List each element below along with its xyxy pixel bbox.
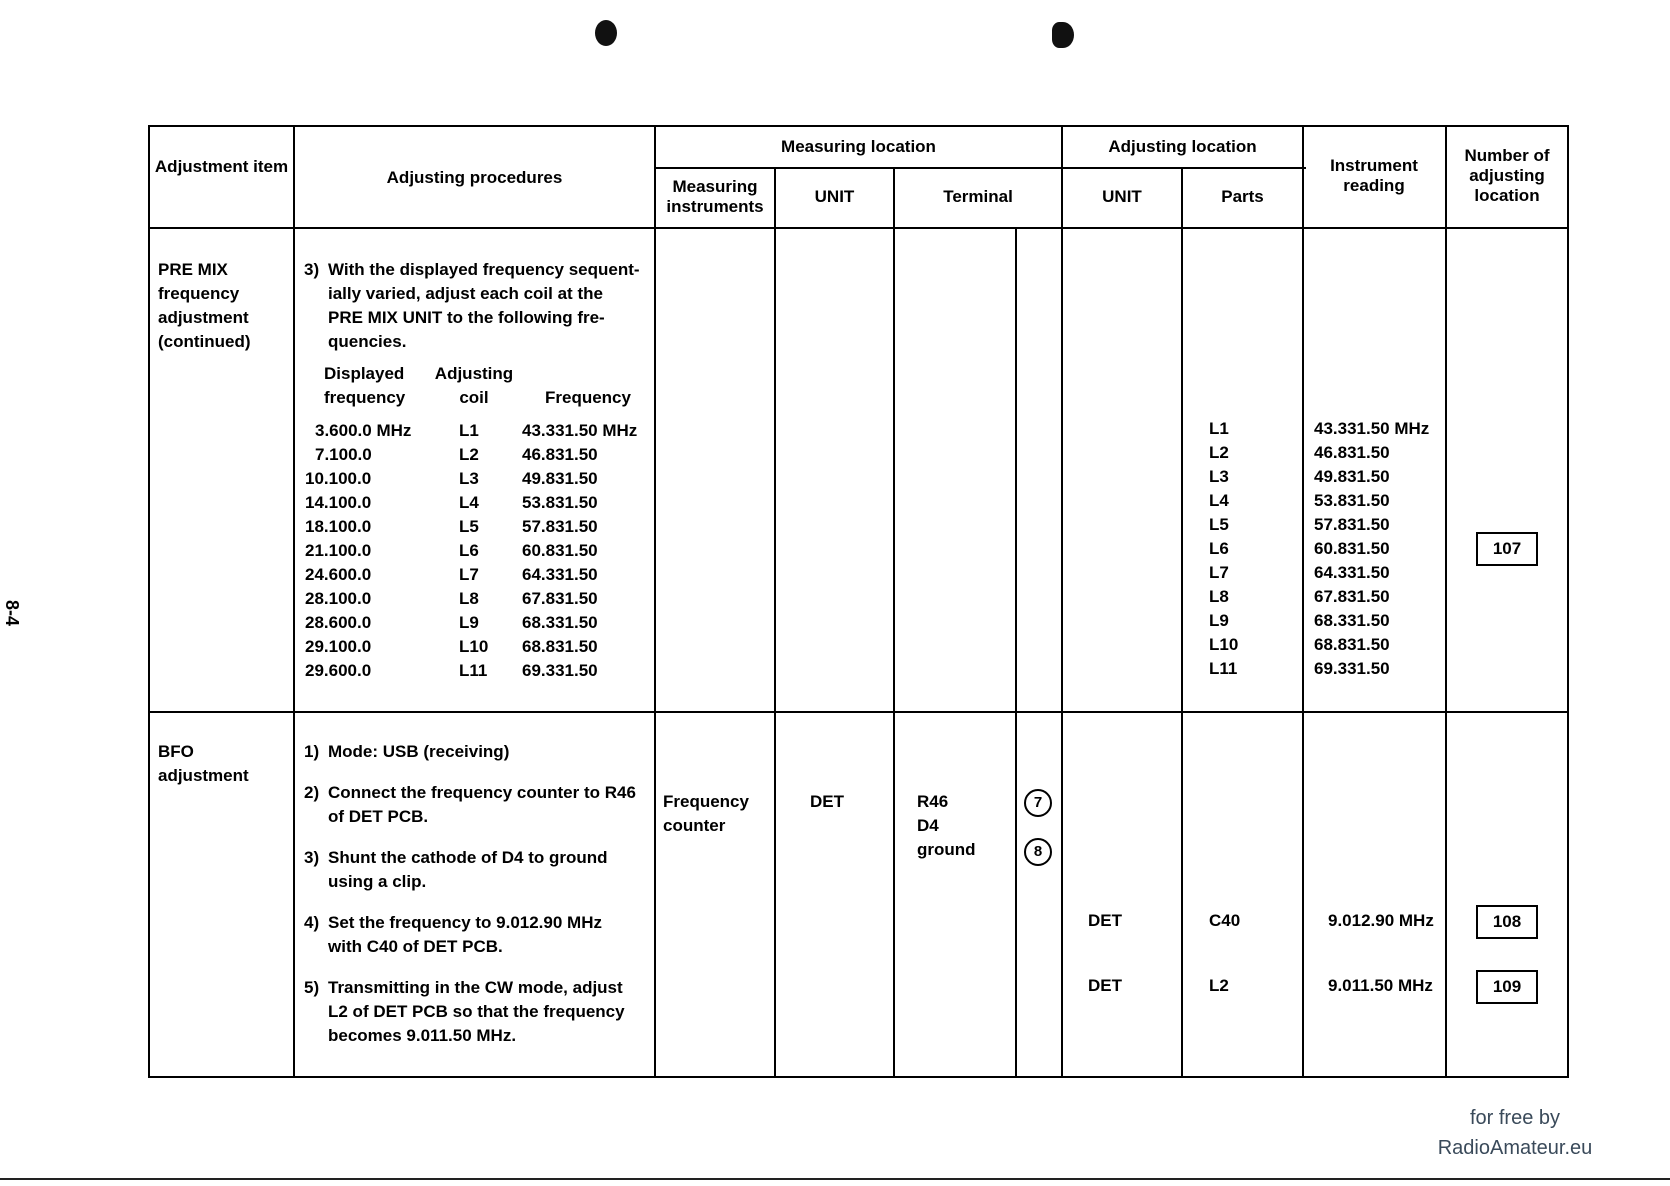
page-marker: 8-4 xyxy=(2,600,22,627)
part-value: L5 xyxy=(1209,515,1229,534)
frequency-value: 57.831.50 xyxy=(522,517,598,536)
part-value: L3 xyxy=(1209,467,1229,486)
bfo-adj-unit-1: DET xyxy=(1088,911,1122,930)
frequency-value: 64.331.50 xyxy=(522,565,598,584)
bfo-step-4: 4) Set the frequency to 9.012.90 MHz with C40 of DET PCB. xyxy=(304,913,602,956)
frequency-value: 49.831.50 xyxy=(522,469,598,488)
adjusting-coil-value: L10 xyxy=(459,637,489,656)
adjusting-coil-value: L4 xyxy=(459,493,479,512)
location-number-107: 107 xyxy=(1476,532,1538,566)
location-number-109: 109 xyxy=(1476,970,1538,1004)
part-value: L6 xyxy=(1209,539,1229,558)
premix-procedure-step-3: 3) With the displayed frequency sequent- ially varied, adjust each coil at the PRE MIX UNIT to the following fre- quencies. xyxy=(304,260,640,351)
header-terminal: Terminal xyxy=(943,187,1013,206)
part-value: L4 xyxy=(1209,491,1229,510)
bfo-item: BFO adjustment xyxy=(158,742,249,785)
frequency-value: 53.831.50 xyxy=(522,493,598,512)
bfo-part-c40: C40 xyxy=(1209,911,1241,930)
adjusting-coil-value: L5 xyxy=(459,517,479,536)
punch-hole-right xyxy=(1052,22,1074,48)
instrument-reading-value: 49.831.50 xyxy=(1314,467,1390,486)
header-adjusting-procedures: Adjusting procedures xyxy=(386,168,563,187)
displayed-frequency-value: 3.600.0 MHz xyxy=(315,421,412,440)
adjusting-coil-value: L2 xyxy=(459,445,479,464)
instrument-reading-value: 53.831.50 xyxy=(1314,491,1390,510)
location-number-108: 108 xyxy=(1476,905,1538,939)
premix-item: PRE MIX frequency adjustment (continued) xyxy=(158,260,251,351)
header-measuring-instruments: Measuring instruments xyxy=(666,177,764,216)
part-value: L2 xyxy=(1209,443,1229,462)
bfo-terminal: R46 D4 ground xyxy=(917,792,976,859)
punch-hole-left xyxy=(595,20,617,46)
terminal-ref-7: 7 xyxy=(1024,789,1052,817)
displayed-frequency-value: 29.100.0 xyxy=(305,637,372,656)
part-value: L10 xyxy=(1209,635,1239,654)
header-number-of-adjusting-location: Number of adjusting location xyxy=(1464,146,1550,205)
part-value: L8 xyxy=(1209,587,1229,606)
displayed-frequency-value: 28.100.0 xyxy=(305,589,372,608)
displayed-frequency-value: 24.600.0 xyxy=(305,565,372,584)
displayed-frequency-value: 18.100.0 xyxy=(305,517,372,536)
frequency-value: 67.831.50 xyxy=(522,589,598,608)
bfo-step-1: 1) Mode: USB (receiving) xyxy=(304,742,510,761)
instrument-reading-value: 43.331.50 MHz xyxy=(1314,419,1430,438)
adjusting-coil-value: L1 xyxy=(459,421,479,440)
instrument-reading-value: 67.831.50 xyxy=(1314,587,1390,606)
frequency-value: 68.831.50 xyxy=(522,637,598,656)
header-meas-unit: UNIT xyxy=(814,187,855,206)
displayed-frequency-value: 21.100.0 xyxy=(305,541,372,560)
credit-text: for free by RadioAmateur.eu xyxy=(1437,1107,1593,1159)
instrument-reading-value: 60.831.50 xyxy=(1314,539,1390,558)
adjusting-coil-value: L9 xyxy=(459,613,479,632)
frequency-value: 69.331.50 xyxy=(522,661,598,680)
header-instrument-reading: Instrument reading xyxy=(1330,156,1418,195)
bfo-part-l2: L2 xyxy=(1209,976,1229,995)
part-value: L9 xyxy=(1209,611,1229,630)
header-adjustment-item: Adjustment item xyxy=(154,157,289,176)
instrument-reading-value: 64.331.50 xyxy=(1314,563,1390,582)
frequency-value: 46.831.50 xyxy=(522,445,598,464)
displayed-frequency-value: 10.100.0 xyxy=(305,469,372,488)
header-adj-unit: UNIT xyxy=(1102,187,1142,206)
frequency-value: 60.831.50 xyxy=(522,541,598,560)
bfo-step-5: 5) Transmitting in the CW mode, adjust L2 of DET PCB so that the frequency becomes 9.011.50 MHz. xyxy=(304,978,625,1045)
frequency-value: 43.331.50 MHz xyxy=(522,421,638,440)
adjusting-coil-value: L8 xyxy=(459,589,479,608)
part-value: L11 xyxy=(1209,659,1238,678)
subheader-adjusting-coil: Adjusting coil xyxy=(434,364,514,407)
header-measuring-location: Measuring location xyxy=(781,137,936,156)
instrument-reading-value: 57.831.50 xyxy=(1314,515,1390,534)
bfo-step-3: 3) Shunt the cathode of D4 to ground using a clip. xyxy=(304,848,608,891)
bottom-rule xyxy=(0,1178,1670,1180)
bfo-meas-unit: DET xyxy=(810,792,844,811)
frequency-value: 68.331.50 xyxy=(522,613,598,632)
displayed-frequency-value: 7.100.0 xyxy=(315,445,372,464)
bfo-measuring-instrument: Frequency counter xyxy=(663,792,749,835)
adjusting-coil-value: L3 xyxy=(459,469,479,488)
terminal-ref-8: 8 xyxy=(1024,838,1052,866)
instrument-reading-value: 68.331.50 xyxy=(1314,611,1390,630)
bfo-adj-unit-2: DET xyxy=(1088,976,1122,995)
subheader-frequency: Frequency xyxy=(545,388,631,407)
part-value: L7 xyxy=(1209,563,1229,582)
bfo-step-2: 2) Connect the frequency counter to R46 of DET PCB. xyxy=(304,783,636,826)
adjusting-coil-value: L6 xyxy=(459,541,479,560)
displayed-frequency-value: 28.600.0 xyxy=(305,613,372,632)
part-value: L1 xyxy=(1209,419,1229,438)
adjusting-coil-value: L7 xyxy=(459,565,479,584)
header-adjusting-location: Adjusting location xyxy=(1108,137,1257,156)
instrument-reading-value: 69.331.50 xyxy=(1314,659,1390,678)
subheader-displayed-frequency: Displayed frequency xyxy=(324,364,406,407)
displayed-frequency-value: 14.100.0 xyxy=(305,493,372,512)
displayed-frequency-value: 29.600.0 xyxy=(305,661,372,680)
bfo-reading-1: 9.012.90 MHz xyxy=(1328,911,1434,930)
header-parts: Parts xyxy=(1221,187,1264,206)
bfo-reading-2: 9.011.50 MHz xyxy=(1328,976,1433,995)
adjusting-coil-value: L11 xyxy=(459,661,488,680)
instrument-reading-value: 46.831.50 xyxy=(1314,443,1390,462)
instrument-reading-value: 68.831.50 xyxy=(1314,635,1390,654)
